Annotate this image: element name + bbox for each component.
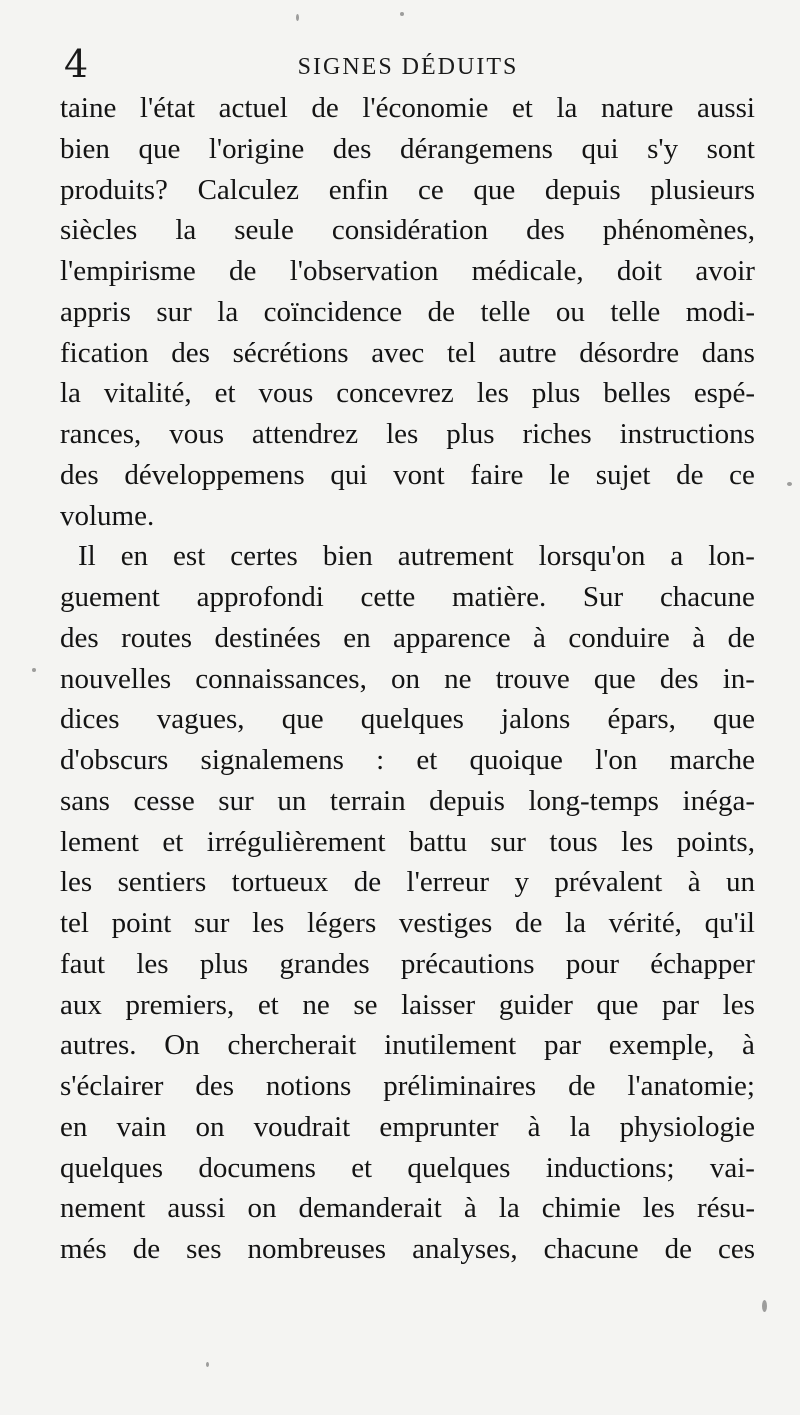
ink-speck (762, 1300, 767, 1312)
word: l'origine (208, 132, 305, 165)
word: de (727, 621, 755, 654)
text-line (60, 1025, 755, 1066)
word: on (390, 662, 420, 695)
word: irrégulièrement (206, 825, 386, 858)
text-line (60, 1188, 755, 1229)
word: routes (121, 621, 192, 654)
word: actuel (218, 92, 288, 124)
word: plus (531, 377, 581, 410)
word: les (621, 825, 654, 858)
word: vagues, (156, 703, 245, 736)
word: inductions; (545, 1151, 675, 1184)
text-line (60, 740, 755, 781)
text-line (60, 618, 755, 659)
word: bien (60, 132, 110, 165)
word: matière. (452, 581, 547, 613)
word: les (722, 988, 755, 1021)
word: aussi (696, 92, 755, 124)
word: s'éclairer (60, 1070, 164, 1102)
text-line (60, 659, 755, 700)
word: quelques (360, 703, 464, 736)
word: sentiers (117, 866, 207, 899)
text-line (60, 373, 755, 414)
word: faut (60, 947, 106, 980)
word: autrement (397, 540, 514, 573)
word: y (514, 866, 529, 899)
word: bien (322, 540, 373, 573)
word: la (217, 295, 239, 328)
word: coïncidence (263, 295, 403, 328)
word: un (725, 866, 755, 899)
word: par (543, 1029, 581, 1062)
word: autres. (60, 1029, 137, 1062)
word: sur (218, 784, 254, 817)
word: ne (444, 662, 472, 695)
word: faire (470, 458, 524, 491)
ink-speck (400, 12, 404, 16)
text-line (60, 455, 755, 496)
word: quoique (469, 744, 563, 776)
word: pour (565, 947, 620, 980)
word: et (351, 1151, 373, 1184)
text-line (60, 496, 755, 537)
word: les (252, 907, 285, 939)
word: enfin (328, 173, 389, 206)
word: aux (60, 988, 102, 1021)
text-line (60, 1066, 755, 1107)
word: chacune (543, 1233, 639, 1265)
text-line (60, 414, 755, 455)
page-header (58, 42, 758, 86)
word: vérité, (608, 907, 682, 939)
ink-speck (296, 14, 299, 21)
word: certes (230, 540, 298, 573)
word: Calculez (197, 173, 300, 206)
word: points, (676, 825, 755, 858)
word: vous (258, 377, 314, 410)
word: qui (330, 458, 368, 491)
word: la (565, 907, 586, 939)
running-head: SIGNES DÉDUITS (297, 54, 519, 80)
word: de (515, 907, 543, 939)
word: l'observation (289, 255, 439, 287)
word: inutilement (384, 1029, 517, 1062)
word: sécrétions (232, 336, 349, 369)
word: rances, (60, 418, 142, 450)
word: dérangemens (399, 132, 553, 165)
word: de (427, 295, 455, 328)
word: signalemens (200, 744, 344, 776)
word: et (511, 92, 533, 124)
word: apparence (393, 621, 511, 654)
page-number: 4 (64, 42, 89, 86)
word: que (596, 988, 639, 1021)
word: fication (60, 336, 149, 369)
word: plus (446, 418, 495, 450)
word: se (353, 988, 378, 1021)
word: lement (60, 825, 139, 858)
word: désordre (579, 336, 680, 369)
word: des (332, 132, 372, 165)
ink-speck (206, 1362, 209, 1367)
word: guider (498, 988, 573, 1021)
word: nature (600, 92, 674, 124)
word: avoir (695, 255, 755, 287)
text-line (60, 536, 755, 577)
word: On (164, 1029, 200, 1062)
word: on (195, 1110, 225, 1143)
word: demanderait (298, 1192, 442, 1225)
word: des (171, 336, 210, 369)
word: Il (78, 540, 96, 573)
word: tel (60, 907, 89, 939)
word: documens (198, 1151, 316, 1184)
word: et (416, 744, 438, 776)
word: et (257, 988, 279, 1021)
word: modi- (685, 295, 755, 328)
word: battu (408, 825, 467, 858)
word: la (569, 1110, 591, 1143)
word: sujet (595, 458, 651, 491)
word: taine (60, 92, 117, 124)
word: l'économie (362, 92, 489, 124)
word: marche (669, 744, 755, 776)
word: à (527, 1110, 541, 1143)
text-line (60, 1107, 755, 1148)
word: connaissances, (195, 662, 367, 695)
word: sur (193, 907, 230, 939)
word: des (659, 662, 699, 695)
word: qu'il (704, 907, 755, 939)
word: produits? (60, 173, 168, 206)
word: de (568, 1070, 596, 1102)
word: vestiges (398, 907, 493, 939)
word: qui (581, 132, 619, 165)
word: à (463, 1192, 477, 1225)
word: les (136, 947, 169, 980)
word: d'obscurs (60, 744, 169, 776)
word: à (692, 621, 706, 654)
word: conduire (568, 621, 670, 654)
text-line (60, 822, 755, 863)
text-line (60, 292, 755, 333)
text-line (60, 129, 755, 170)
word: des (526, 214, 565, 247)
word: nombreuses (247, 1233, 387, 1265)
word: quelques (407, 1151, 511, 1184)
word: més (60, 1233, 107, 1265)
text-line (60, 577, 755, 618)
word: instructions (619, 418, 755, 450)
ink-speck (32, 668, 36, 672)
word: seule (234, 214, 294, 247)
word: les (642, 1192, 675, 1225)
word: s'y (647, 132, 679, 165)
word: exemple, (608, 1029, 715, 1062)
word: le (549, 458, 571, 491)
word: de (676, 458, 704, 491)
word: on (247, 1192, 277, 1225)
word: depuis (429, 784, 505, 817)
word: échapper (650, 947, 755, 980)
body-text (60, 88, 755, 1270)
word: siècles (60, 214, 138, 247)
word: la (556, 92, 578, 124)
word: un (277, 784, 307, 817)
word: vai- (709, 1151, 755, 1184)
text-line (60, 985, 755, 1026)
word: en (60, 1110, 88, 1143)
word: à (533, 621, 546, 654)
word: lorsqu'on (538, 540, 646, 573)
text-line (60, 251, 755, 292)
word: de (664, 1233, 692, 1265)
word: physiologie (619, 1110, 755, 1143)
word: plus (199, 947, 249, 980)
word: cette (360, 581, 416, 613)
ink-speck (787, 482, 792, 486)
word: nement (60, 1192, 146, 1225)
word: ces (717, 1233, 755, 1265)
word: ou (555, 295, 585, 328)
word: les (386, 418, 419, 450)
word: emprunter (379, 1110, 499, 1143)
word: de (229, 255, 257, 287)
word: riches (522, 418, 592, 450)
word: plusieurs (650, 173, 755, 206)
word: chacune (659, 581, 755, 613)
word: quelques (60, 1151, 164, 1184)
word: dans (701, 336, 755, 369)
word: dices (60, 703, 120, 736)
word: : (376, 744, 385, 776)
word: chercherait (227, 1029, 357, 1062)
word: l'empirisme (60, 255, 196, 287)
word: préliminaires (383, 1070, 537, 1102)
word: la (498, 1192, 520, 1225)
word: point (111, 907, 172, 939)
word: analyses, (412, 1233, 518, 1265)
word: jalons (501, 703, 571, 736)
word: que (473, 173, 516, 206)
word: et (162, 825, 184, 858)
word: des (60, 621, 99, 654)
word: les (476, 377, 509, 410)
word: doit (616, 255, 663, 287)
word: laisser (401, 988, 476, 1021)
word: a (670, 540, 684, 573)
word: voudrait (253, 1110, 351, 1143)
word: vain (116, 1110, 167, 1143)
word: ce (417, 173, 444, 206)
word: de (132, 1233, 161, 1265)
word: considération (331, 214, 489, 247)
word: premiers, (125, 988, 235, 1021)
word: vont (393, 458, 445, 491)
text-line (60, 170, 755, 211)
word: ce (729, 458, 755, 491)
word: cesse (133, 784, 195, 817)
text-line (60, 862, 755, 903)
text-line (60, 88, 755, 129)
word: vitalité, (103, 377, 192, 410)
word: avec (371, 336, 425, 369)
word: notions (265, 1070, 352, 1102)
word: phénomènes, (602, 214, 755, 247)
word: tel (446, 336, 476, 369)
word: en (343, 621, 371, 654)
word: développemens (124, 458, 305, 491)
word: tous (549, 825, 598, 858)
word: depuis (544, 173, 621, 206)
word: grandes (279, 947, 370, 980)
word: ne (302, 988, 330, 1021)
word: volume. (60, 499, 155, 532)
text-line (60, 699, 755, 740)
word: légers (306, 907, 377, 939)
word: concevrez (336, 377, 454, 410)
word: la (60, 377, 81, 410)
word: nouvelles (60, 662, 172, 695)
word: belles (603, 377, 671, 410)
word: médicale, (471, 255, 584, 287)
word: la (175, 214, 197, 247)
word: par (662, 988, 700, 1021)
word: que (281, 703, 324, 736)
word: est (173, 540, 206, 573)
word: les (60, 866, 93, 899)
text-line (60, 210, 755, 251)
word: et (214, 377, 236, 410)
word: sont (706, 132, 755, 165)
word: guement (60, 581, 160, 613)
word: résu- (697, 1192, 755, 1225)
word: l'anatomie; (627, 1070, 755, 1102)
word: que (713, 703, 755, 736)
word: Sur (582, 581, 624, 613)
text-line (60, 903, 755, 944)
word: sans (60, 784, 110, 817)
word: approfondi (196, 581, 324, 613)
word: attendrez (251, 418, 359, 450)
word: terrain (329, 784, 406, 817)
text-line (60, 944, 755, 985)
word: trouve (495, 662, 570, 695)
word: sur (156, 295, 192, 328)
text-line (60, 781, 755, 822)
word: en (120, 540, 149, 573)
word: telle (610, 295, 661, 328)
word: l'état (139, 92, 196, 124)
word: sur (490, 825, 526, 858)
word: tortueux (231, 866, 329, 899)
word: de (353, 866, 382, 899)
word: espé- (693, 377, 755, 410)
word: telle (480, 295, 531, 328)
word: lon- (708, 540, 755, 573)
word: ses (186, 1233, 222, 1265)
word: vous (169, 418, 225, 450)
word: autre (498, 336, 557, 369)
word: à (687, 866, 701, 899)
word: que (593, 662, 636, 695)
word: appris (60, 295, 131, 328)
word: précautions (400, 947, 535, 980)
word: destinées (214, 621, 321, 654)
word: que (138, 132, 181, 165)
text-line (60, 1148, 755, 1189)
word: des (195, 1070, 234, 1102)
word: de (311, 92, 339, 124)
word: long-temps (528, 784, 659, 817)
word: épars, (607, 703, 676, 736)
word: chimie (541, 1192, 621, 1225)
word: l'on (595, 744, 638, 776)
word: in- (722, 662, 755, 695)
word: à (742, 1029, 755, 1062)
text-line (60, 333, 755, 374)
text-line (60, 1229, 755, 1270)
word: prévalent (554, 866, 663, 899)
word: l'erreur (406, 866, 490, 899)
word: des (60, 458, 99, 491)
word: aussi (167, 1192, 226, 1225)
word: inéga- (682, 784, 755, 817)
